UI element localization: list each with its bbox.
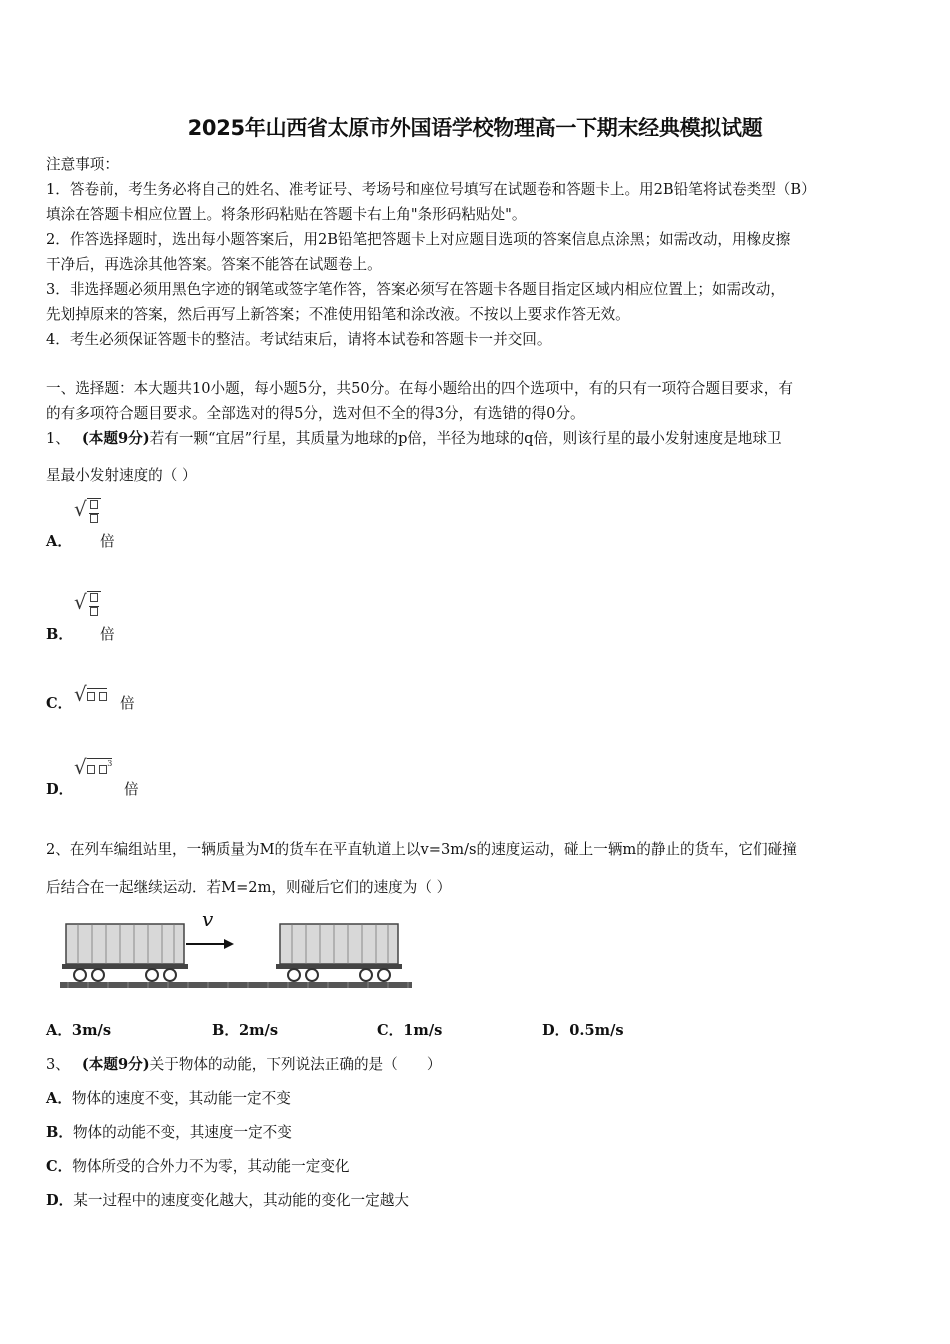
notice-line: 3．非选择题必须用黑色字迹的钢笔或签字笔作答，答案必须写在答题卡各题目指定区域内相应位置上；如需改动， <box>46 281 785 298</box>
velocity-arrowhead <box>224 939 234 949</box>
notice-line: 4．考生必须保证答题卡的整洁。考试结束后，请将本试卷和答题卡一并交回。 <box>46 331 552 348</box>
question-number: 3、 <box>46 1056 70 1073</box>
option-text: 物体所受的合外力不为零，其动能一定变化 <box>72 1158 350 1175</box>
section-heading: 一、选择题：本大题共10小题，每小题5分，共50分。在每小题给出的四个选项中，有的只有一项符合题目要求，有 <box>46 380 793 397</box>
option-text: 某一过程中的速度变化越大，其动能的变化一定越大 <box>73 1192 409 1209</box>
question-number: 1、 <box>46 430 70 447</box>
option-c[interactable] <box>377 1019 442 1040</box>
option-label: D． <box>542 1022 570 1039</box>
option-a[interactable] <box>46 1019 111 1040</box>
question-score: (本题9分) <box>81 430 150 447</box>
question-2: 2、在列车编组站里，一辆质量为M的货车在平直轨道上以v=3m/s的速度运动，碰上一辆m的静止的货车，它们碰撞 <box>46 841 797 858</box>
question-score: (本题9分) <box>81 1056 150 1073</box>
option-label: A． <box>46 1022 72 1039</box>
moving-freight-car <box>62 924 188 981</box>
option-d[interactable] <box>46 1189 908 1210</box>
question-text: 星最小发射速度的（ ） <box>46 467 197 484</box>
option-value: 1m/s <box>403 1022 443 1039</box>
option-text: 物体的动能不变，其速度一定不变 <box>72 1124 292 1141</box>
option-label: A． <box>46 533 72 550</box>
question-1 <box>46 427 908 448</box>
option-label: B． <box>46 1124 73 1141</box>
option-unit: 倍 <box>120 695 135 712</box>
question-text: 若有一颗“宜居”行星，其质量为地球的p倍，半径为地球的q倍，则该行星的最小发射速度是地球卫 <box>149 430 782 447</box>
sqrt-expression: √ <box>74 682 107 706</box>
option-label: B． <box>46 626 73 643</box>
option-c[interactable] <box>46 1155 908 1176</box>
option-a[interactable] <box>46 530 72 551</box>
exponent: 3 <box>107 759 113 768</box>
notice-line: 2．作答选择题时，选出每小题答案后，用2B铅笔把答题卡上对应题目选项的答案信息点涂黑；如需改动，用橡皮擦 <box>46 231 791 248</box>
notice-line: 填涂在答题卡相应位置上。将条形码粘贴在答题卡右上角"条形码粘贴处"。 <box>46 206 527 223</box>
option-d[interactable] <box>542 1019 624 1040</box>
option-label: A． <box>46 1090 72 1107</box>
option-unit: 倍 <box>124 781 139 798</box>
stationary-freight-car <box>276 924 402 981</box>
section-heading: 的有多项符合题目要求。全部选对的得5分，选对但不全的得3分，有选错的得0分。 <box>46 405 585 422</box>
option-value: 2m/s <box>238 1022 279 1039</box>
option-value: 0.5m/s <box>569 1022 624 1039</box>
option-unit: 倍 <box>100 533 115 550</box>
question-text: 后结合在一起继续运动．若M=2m，则碰后它们的速度为（ ） <box>46 879 452 896</box>
option-label: B． <box>212 1022 239 1039</box>
option-label: D． <box>46 1192 74 1209</box>
notice-line: 1．答卷前，考生务必将自己的姓名、准考证号、考场号和座位号填写在试题卷和答题卡上。用2B铅笔将试卷类型（B） <box>46 181 816 198</box>
page-title: 2025年山西省太原市外国语学校物理高一下期末经典模拟试题 <box>187 116 763 140</box>
option-c[interactable] <box>46 692 72 713</box>
option-value: 3m/s <box>71 1022 112 1039</box>
option-a[interactable] <box>46 1087 908 1108</box>
sqrt-expression: √ <box>74 497 101 527</box>
option-unit: 倍 <box>100 626 115 643</box>
question-text: 关于物体的动能，下列说法正确的是（ ） <box>149 1056 442 1073</box>
option-text: 物体的速度不变，其动能一定不变 <box>71 1090 291 1107</box>
option-label: D． <box>46 781 74 798</box>
train-cars-figure <box>58 904 416 996</box>
option-label: C． <box>377 1022 404 1039</box>
option-b[interactable] <box>46 623 73 644</box>
track <box>60 982 412 988</box>
notice-line: 干净后，再选涂其他答案。答案不能答在试题卷上。 <box>46 256 382 273</box>
option-label: C． <box>46 1158 73 1175</box>
option-d[interactable] <box>46 778 73 799</box>
sqrt-expression: √ <box>74 590 101 620</box>
sqrt-expression: √ $^3$ <box>74 755 113 779</box>
velocity-label: v <box>202 907 214 931</box>
question-3 <box>46 1053 908 1074</box>
option-b[interactable] <box>46 1121 908 1142</box>
notice-heading: 注意事项： <box>46 156 119 173</box>
option-label: C． <box>46 695 73 712</box>
option-b[interactable] <box>212 1019 278 1040</box>
notice-line: 先划掉原来的答案，然后再写上新答案；不准使用铅笔和涂改液。不按以上要求作答无效。 <box>46 306 630 323</box>
